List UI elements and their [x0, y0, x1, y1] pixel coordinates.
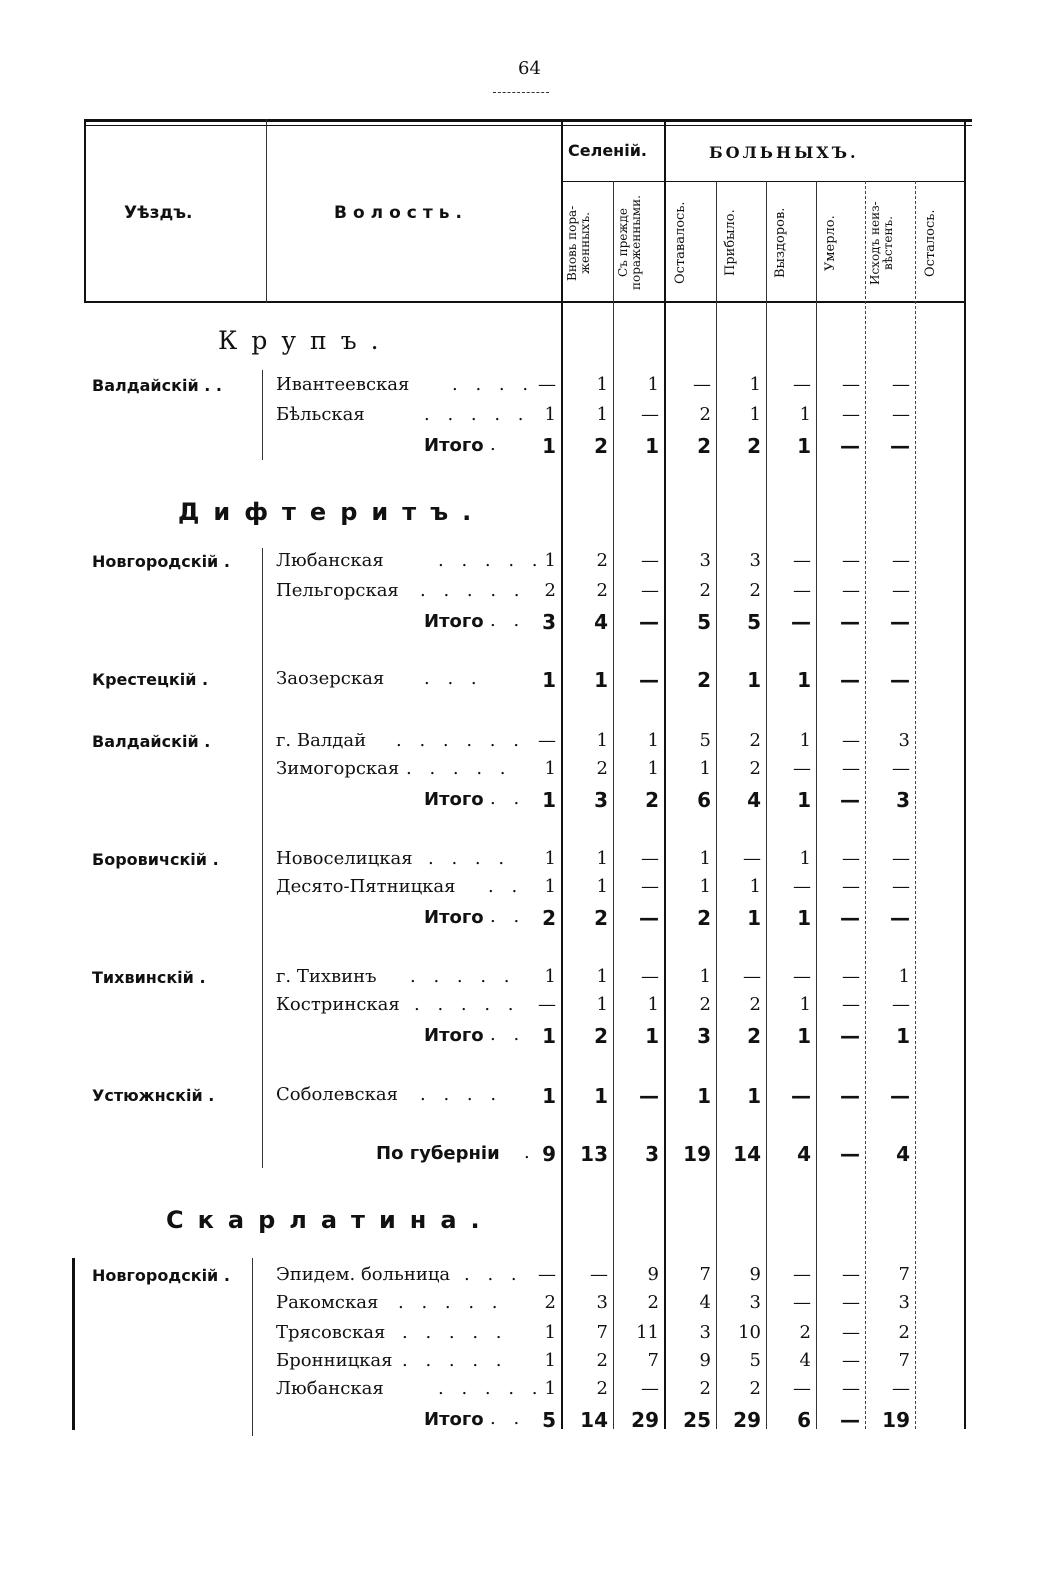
leader-dots: . . . . . [402, 1322, 508, 1343]
table-cell: 1 [747, 906, 761, 930]
table-cell: 1 [596, 848, 608, 869]
table-cell: 2 [596, 1350, 608, 1371]
table-cell: 5 [697, 610, 711, 634]
volost-name: г. Валдай [276, 730, 367, 751]
leader-dots: . . [490, 1024, 526, 1045]
table-cell: 1 [749, 876, 761, 897]
table-cell: 1 [699, 848, 711, 869]
table-cell: — [842, 848, 860, 869]
table-cell: 2 [799, 1322, 811, 1343]
table-cell: — [892, 374, 910, 395]
table-cell: — [538, 1264, 556, 1285]
table-cell: 1 [797, 434, 811, 458]
table-cell: — [840, 1142, 860, 1166]
table-cell: 1 [799, 404, 811, 425]
table-cell: 7 [898, 1264, 910, 1285]
table-cell: 1 [544, 550, 556, 571]
table-cell: — [538, 730, 556, 751]
table-cell: 2 [898, 1322, 910, 1343]
table-cell: 2 [697, 434, 711, 458]
table-cell: — [639, 668, 659, 692]
leader-dots: . . [490, 610, 526, 631]
table-cell: 2 [596, 580, 608, 601]
table-cell: 2 [542, 906, 556, 930]
table-row [84, 432, 972, 460]
table-cell: 2 [747, 434, 761, 458]
total-label: По губерніи [376, 1143, 500, 1164]
table-cell: 3 [697, 1024, 711, 1048]
table-cell: — [793, 1264, 811, 1285]
seleniy-bolnykh-rule [561, 181, 964, 182]
leader-dots: . . . . [428, 848, 511, 869]
section-title-difterit: Дифтеритъ. [178, 498, 486, 526]
table-cell: 9 [699, 1350, 711, 1371]
table-cell: — [890, 610, 910, 634]
table-cell: 6 [697, 788, 711, 812]
table-cell: 2 [747, 1024, 761, 1048]
table-cell: 3 [896, 788, 910, 812]
table-cell: 4 [797, 1142, 811, 1166]
table-row [84, 756, 972, 784]
table-cell: — [842, 876, 860, 897]
page-number: 64 [518, 58, 541, 79]
table-cell: — [842, 730, 860, 751]
table-cell: 1 [647, 994, 659, 1015]
table-cell: — [793, 1378, 811, 1399]
table-cell: 1 [747, 1084, 761, 1108]
table-cell: 3 [699, 550, 711, 571]
table-cell: — [892, 994, 910, 1015]
table-cell: — [892, 1378, 910, 1399]
table-row [84, 666, 972, 694]
header-col-pribylo: Прибыло. [723, 209, 738, 277]
header-bottom-rule [84, 301, 964, 303]
table-cell: 1 [544, 876, 556, 897]
table-cell: 9 [542, 1142, 556, 1166]
leader-dots: . [490, 434, 502, 455]
table-cell: — [842, 758, 860, 779]
table-cell: — [892, 876, 910, 897]
uezd-name: Валдайскій . [92, 732, 211, 751]
volost-name: Костринская [276, 994, 400, 1015]
table-row [84, 1290, 972, 1318]
table-cell: — [793, 966, 811, 987]
table-cell: 2 [749, 580, 761, 601]
table-cell: — [693, 374, 711, 395]
table-row [84, 1022, 972, 1050]
table-cell: 5 [747, 610, 761, 634]
table-cell: 2 [596, 550, 608, 571]
table-cell: 2 [645, 788, 659, 812]
table-cell: — [743, 966, 761, 987]
table-cell: 6 [797, 1408, 811, 1432]
leader-dots: . . . . . [402, 1350, 508, 1371]
table-cell: 1 [645, 434, 659, 458]
volost-name: г. Тихвинъ [276, 966, 377, 987]
table-cell: — [641, 876, 659, 897]
table-cell: 3 [749, 1292, 761, 1313]
table-cell: — [842, 1350, 860, 1371]
table-row [84, 1140, 972, 1168]
volost-name: Бѣльская [276, 404, 365, 425]
total-label: Итого [424, 1025, 484, 1046]
leader-dots: . . . . . . [396, 730, 525, 751]
table-cell: 1 [647, 730, 659, 751]
table-cell: — [892, 404, 910, 425]
header-col-s-prezhde: Съ прежде пораженными. [616, 195, 643, 291]
table-cell: 3 [699, 1322, 711, 1343]
table-cell: 2 [749, 758, 761, 779]
table-cell: — [840, 1084, 860, 1108]
volost-name: Любанская [276, 550, 384, 571]
table-cell: 5 [542, 1408, 556, 1432]
volost-name: Ивантеевская [276, 374, 410, 395]
table-cell: — [793, 1292, 811, 1313]
table-cell: — [842, 1322, 860, 1343]
table-cell: — [840, 788, 860, 812]
table-cell: 4 [896, 1142, 910, 1166]
table-cell: 1 [697, 1084, 711, 1108]
table-cell: — [840, 1408, 860, 1432]
table-cell: — [639, 610, 659, 634]
left-border [84, 119, 86, 303]
table-cell: 1 [542, 668, 556, 692]
table-cell: 1 [799, 730, 811, 751]
table-row [84, 1376, 972, 1404]
leader-dots: . . . . [420, 1084, 503, 1105]
table-cell: 1 [544, 1350, 556, 1371]
table-row [84, 874, 972, 902]
table-cell: 2 [749, 1378, 761, 1399]
leader-dots: . . . . . [438, 550, 544, 571]
header-col-vyzdorov: Выздоров. [773, 207, 788, 279]
uezd-name: Валдайскій . . [92, 376, 222, 395]
table-cell: 2 [697, 668, 711, 692]
table-cell: 1 [898, 966, 910, 987]
volost-name: Трясовская [276, 1322, 386, 1343]
table-cell: — [641, 580, 659, 601]
leader-dots: . . [490, 1408, 526, 1429]
leader-dots: . . . . . [410, 966, 516, 987]
table-cell: 9 [749, 1264, 761, 1285]
table-cell: — [842, 550, 860, 571]
leader-dots: . . . . . [398, 1292, 504, 1313]
table-cell: 2 [594, 906, 608, 930]
table-cell: 5 [749, 1350, 761, 1371]
table-cell: — [892, 848, 910, 869]
table-cell: 1 [797, 788, 811, 812]
table-cell: 7 [596, 1322, 608, 1343]
volost-name: Любанская [276, 1378, 384, 1399]
table-cell: 1 [544, 404, 556, 425]
table-cell: 10 [738, 1322, 761, 1343]
table-cell: — [892, 550, 910, 571]
table-cell: 3 [594, 788, 608, 812]
table-cell: 3 [645, 1142, 659, 1166]
table-cell: — [641, 550, 659, 571]
table-cell: 1 [596, 404, 608, 425]
table-row [84, 786, 972, 814]
table-cell: 9 [647, 1264, 659, 1285]
table-cell: 2 [749, 730, 761, 751]
table-cell: 7 [647, 1350, 659, 1371]
volost-name: Десято-Пятницкая [276, 876, 456, 897]
table-row [84, 904, 972, 932]
table-cell: 2 [596, 758, 608, 779]
table-cell: 1 [749, 404, 761, 425]
table-cell: — [793, 550, 811, 571]
table-cell: 1 [596, 966, 608, 987]
table-cell: — [842, 404, 860, 425]
section-title-krup: Крупъ. [218, 326, 393, 355]
leader-dots: . . . . . [424, 404, 530, 425]
table-cell: — [590, 1264, 608, 1285]
table-cell: — [641, 848, 659, 869]
header-bolnykh: БОЛЬНЫХЪ. [709, 143, 859, 162]
table-cell: — [639, 906, 659, 930]
table-cell: 3 [749, 550, 761, 571]
table-cell: 1 [544, 848, 556, 869]
uezd-name: Боровичскій . [92, 850, 219, 869]
table-cell: 5 [699, 730, 711, 751]
table-cell: — [842, 994, 860, 1015]
table-cell: 1 [596, 994, 608, 1015]
table-cell: 2 [697, 906, 711, 930]
section-title-skarlatina: Скарлатина. [166, 1206, 494, 1234]
header-volost: Волость. [334, 203, 468, 223]
table-cell: — [743, 848, 761, 869]
table-cell: 1 [699, 758, 711, 779]
table-cell: 1 [699, 966, 711, 987]
header-col-umerlo: Умерло. [823, 215, 838, 271]
table-cell: 1 [544, 758, 556, 779]
table-cell: 1 [544, 966, 556, 987]
header-uezd: Уѣздъ. [124, 203, 193, 223]
table-row [84, 608, 972, 636]
table-cell: 1 [596, 876, 608, 897]
table-cell: — [890, 434, 910, 458]
table-cell: 4 [747, 788, 761, 812]
table-cell: 14 [580, 1408, 608, 1432]
volost-name: Пельгорская [276, 580, 399, 601]
volost-name: Новоселицкая [276, 848, 413, 869]
header-col-vnov: Вновь пора- женныхъ. [565, 205, 592, 281]
table-cell: — [892, 580, 910, 601]
table-top-rule [84, 119, 972, 122]
table-cell: 2 [544, 1292, 556, 1313]
table-cell: — [842, 580, 860, 601]
table-cell: — [890, 1084, 910, 1108]
table-row [84, 964, 972, 992]
table-row [84, 578, 972, 606]
table-row [84, 728, 972, 756]
table-cell: 1 [699, 876, 711, 897]
uezd-volost-divider [266, 119, 267, 303]
table-row [84, 846, 972, 874]
leader-dots: . . . . . [406, 758, 512, 779]
header-col-iskhod: Исходъ неиз- вѣстенъ. [868, 201, 895, 285]
table-cell: — [890, 906, 910, 930]
table-cell: — [892, 758, 910, 779]
leader-dots: . . . [464, 1264, 523, 1285]
leader-dots: . . [490, 788, 526, 809]
table-cell: — [840, 1024, 860, 1048]
table-cell: 11 [636, 1322, 659, 1343]
table-cell: 29 [631, 1408, 659, 1432]
total-label: Итого [424, 611, 484, 632]
leader-dots: . . . [424, 668, 483, 689]
table-row [84, 1348, 972, 1376]
table-cell: 2 [594, 1024, 608, 1048]
table-cell: 1 [747, 668, 761, 692]
table-cell: 2 [596, 1378, 608, 1399]
uezd-name: Крестецкій . [92, 670, 209, 689]
table-row [84, 1320, 972, 1348]
table-cell: 2 [647, 1292, 659, 1313]
table-cell: — [842, 1292, 860, 1313]
table-cell: 1 [542, 1084, 556, 1108]
table-cell: — [840, 668, 860, 692]
table-cell: 2 [699, 1378, 711, 1399]
table-cell: 1 [544, 1322, 556, 1343]
table-cell: 1 [749, 374, 761, 395]
leader-dots: . . . . . [414, 994, 520, 1015]
table-cell: 1 [647, 374, 659, 395]
table-cell: 19 [882, 1408, 910, 1432]
header-col-ostavalos: Оставалось. [673, 201, 688, 285]
left-margin-bar [72, 1258, 75, 1430]
table-cell: 29 [733, 1408, 761, 1432]
table-cell: 7 [699, 1264, 711, 1285]
total-label: Итого [424, 907, 484, 928]
table-row [84, 548, 972, 576]
volost-name: Зимогорская [276, 758, 400, 779]
table-cell: 1 [544, 1378, 556, 1399]
table-cell: — [890, 668, 910, 692]
table-cell: 7 [898, 1350, 910, 1371]
table-cell: 1 [542, 1024, 556, 1048]
table-cell: 1 [647, 758, 659, 779]
table-row [84, 402, 972, 430]
table-top-rule-inner [84, 125, 972, 126]
table-cell: 4 [799, 1350, 811, 1371]
table-cell: 1 [797, 906, 811, 930]
table-cell: 2 [699, 994, 711, 1015]
table-cell: — [842, 374, 860, 395]
total-label: Итого [424, 435, 484, 456]
table-cell: — [538, 374, 556, 395]
table-cell: — [793, 758, 811, 779]
table-cell: — [641, 404, 659, 425]
table-cell: — [641, 1378, 659, 1399]
leader-dots: . . . . . [420, 580, 526, 601]
table-cell: 1 [594, 668, 608, 692]
leader-dots: . . [490, 906, 526, 927]
leader-dots: . [524, 1142, 536, 1163]
total-label: Итого [424, 789, 484, 810]
table-cell: — [791, 610, 811, 634]
table-cell: — [793, 876, 811, 897]
leader-dots: . . . . . [438, 1378, 544, 1399]
table-cell: 25 [683, 1408, 711, 1432]
table-cell: — [842, 966, 860, 987]
table-cell: 1 [797, 1024, 811, 1048]
table-cell: 13 [580, 1142, 608, 1166]
table-cell: 1 [542, 788, 556, 812]
table-row [84, 1082, 972, 1110]
table-cell: 14 [733, 1142, 761, 1166]
table-cell: — [840, 610, 860, 634]
uezd-name: Устюжнскій . [92, 1086, 215, 1105]
table-cell: 2 [594, 434, 608, 458]
table-cell: — [840, 434, 860, 458]
table-cell: 2 [749, 994, 761, 1015]
table-cell: — [538, 994, 556, 1015]
table-cell: 2 [699, 404, 711, 425]
table-row [84, 372, 972, 400]
header-seleniy: Селеній. [568, 141, 647, 160]
table-cell: 2 [544, 580, 556, 601]
total-label: Итого [424, 1409, 484, 1430]
table-cell: — [793, 580, 811, 601]
table-cell: 1 [542, 434, 556, 458]
uezd-name: Новгородскій . [92, 552, 230, 571]
table-cell: 1 [799, 848, 811, 869]
table-cell: 1 [594, 1084, 608, 1108]
table-cell: 3 [898, 730, 910, 751]
table-row [84, 1262, 972, 1290]
table-row [84, 1406, 972, 1434]
table-cell: 1 [799, 994, 811, 1015]
volost-name: Бронницкая [276, 1350, 393, 1371]
table-cell: — [639, 1084, 659, 1108]
table-cell: — [641, 966, 659, 987]
table-cell: 4 [699, 1292, 711, 1313]
table-cell: 3 [542, 610, 556, 634]
table-cell: 1 [645, 1024, 659, 1048]
table-cell: — [840, 906, 860, 930]
table-cell: — [793, 374, 811, 395]
leader-dots: . . . . [452, 374, 535, 395]
page-number-underline [493, 92, 549, 93]
table-cell: — [842, 1264, 860, 1285]
table-cell: 3 [596, 1292, 608, 1313]
table-cell: 1 [896, 1024, 910, 1048]
table-cell: 1 [797, 668, 811, 692]
uezd-name: Новгородскій . [92, 1266, 230, 1285]
leader-dots: . . [488, 876, 524, 897]
table-cell: — [842, 1378, 860, 1399]
table-cell: 4 [594, 610, 608, 634]
table-cell: 3 [898, 1292, 910, 1313]
volost-name: Соболевская [276, 1084, 398, 1105]
table-cell: — [791, 1084, 811, 1108]
volost-name: Заозерская [276, 668, 385, 689]
volost-name: Эпидем. больница [276, 1264, 451, 1285]
table-row [84, 992, 972, 1020]
header-col-ostalos: Осталось. [923, 209, 938, 277]
volost-name: Ракомская [276, 1292, 379, 1313]
uezd-name: Тихвинскій . [92, 968, 206, 987]
table-cell: 19 [683, 1142, 711, 1166]
table-cell: 1 [596, 374, 608, 395]
table-cell: 2 [699, 580, 711, 601]
table-cell: 1 [596, 730, 608, 751]
